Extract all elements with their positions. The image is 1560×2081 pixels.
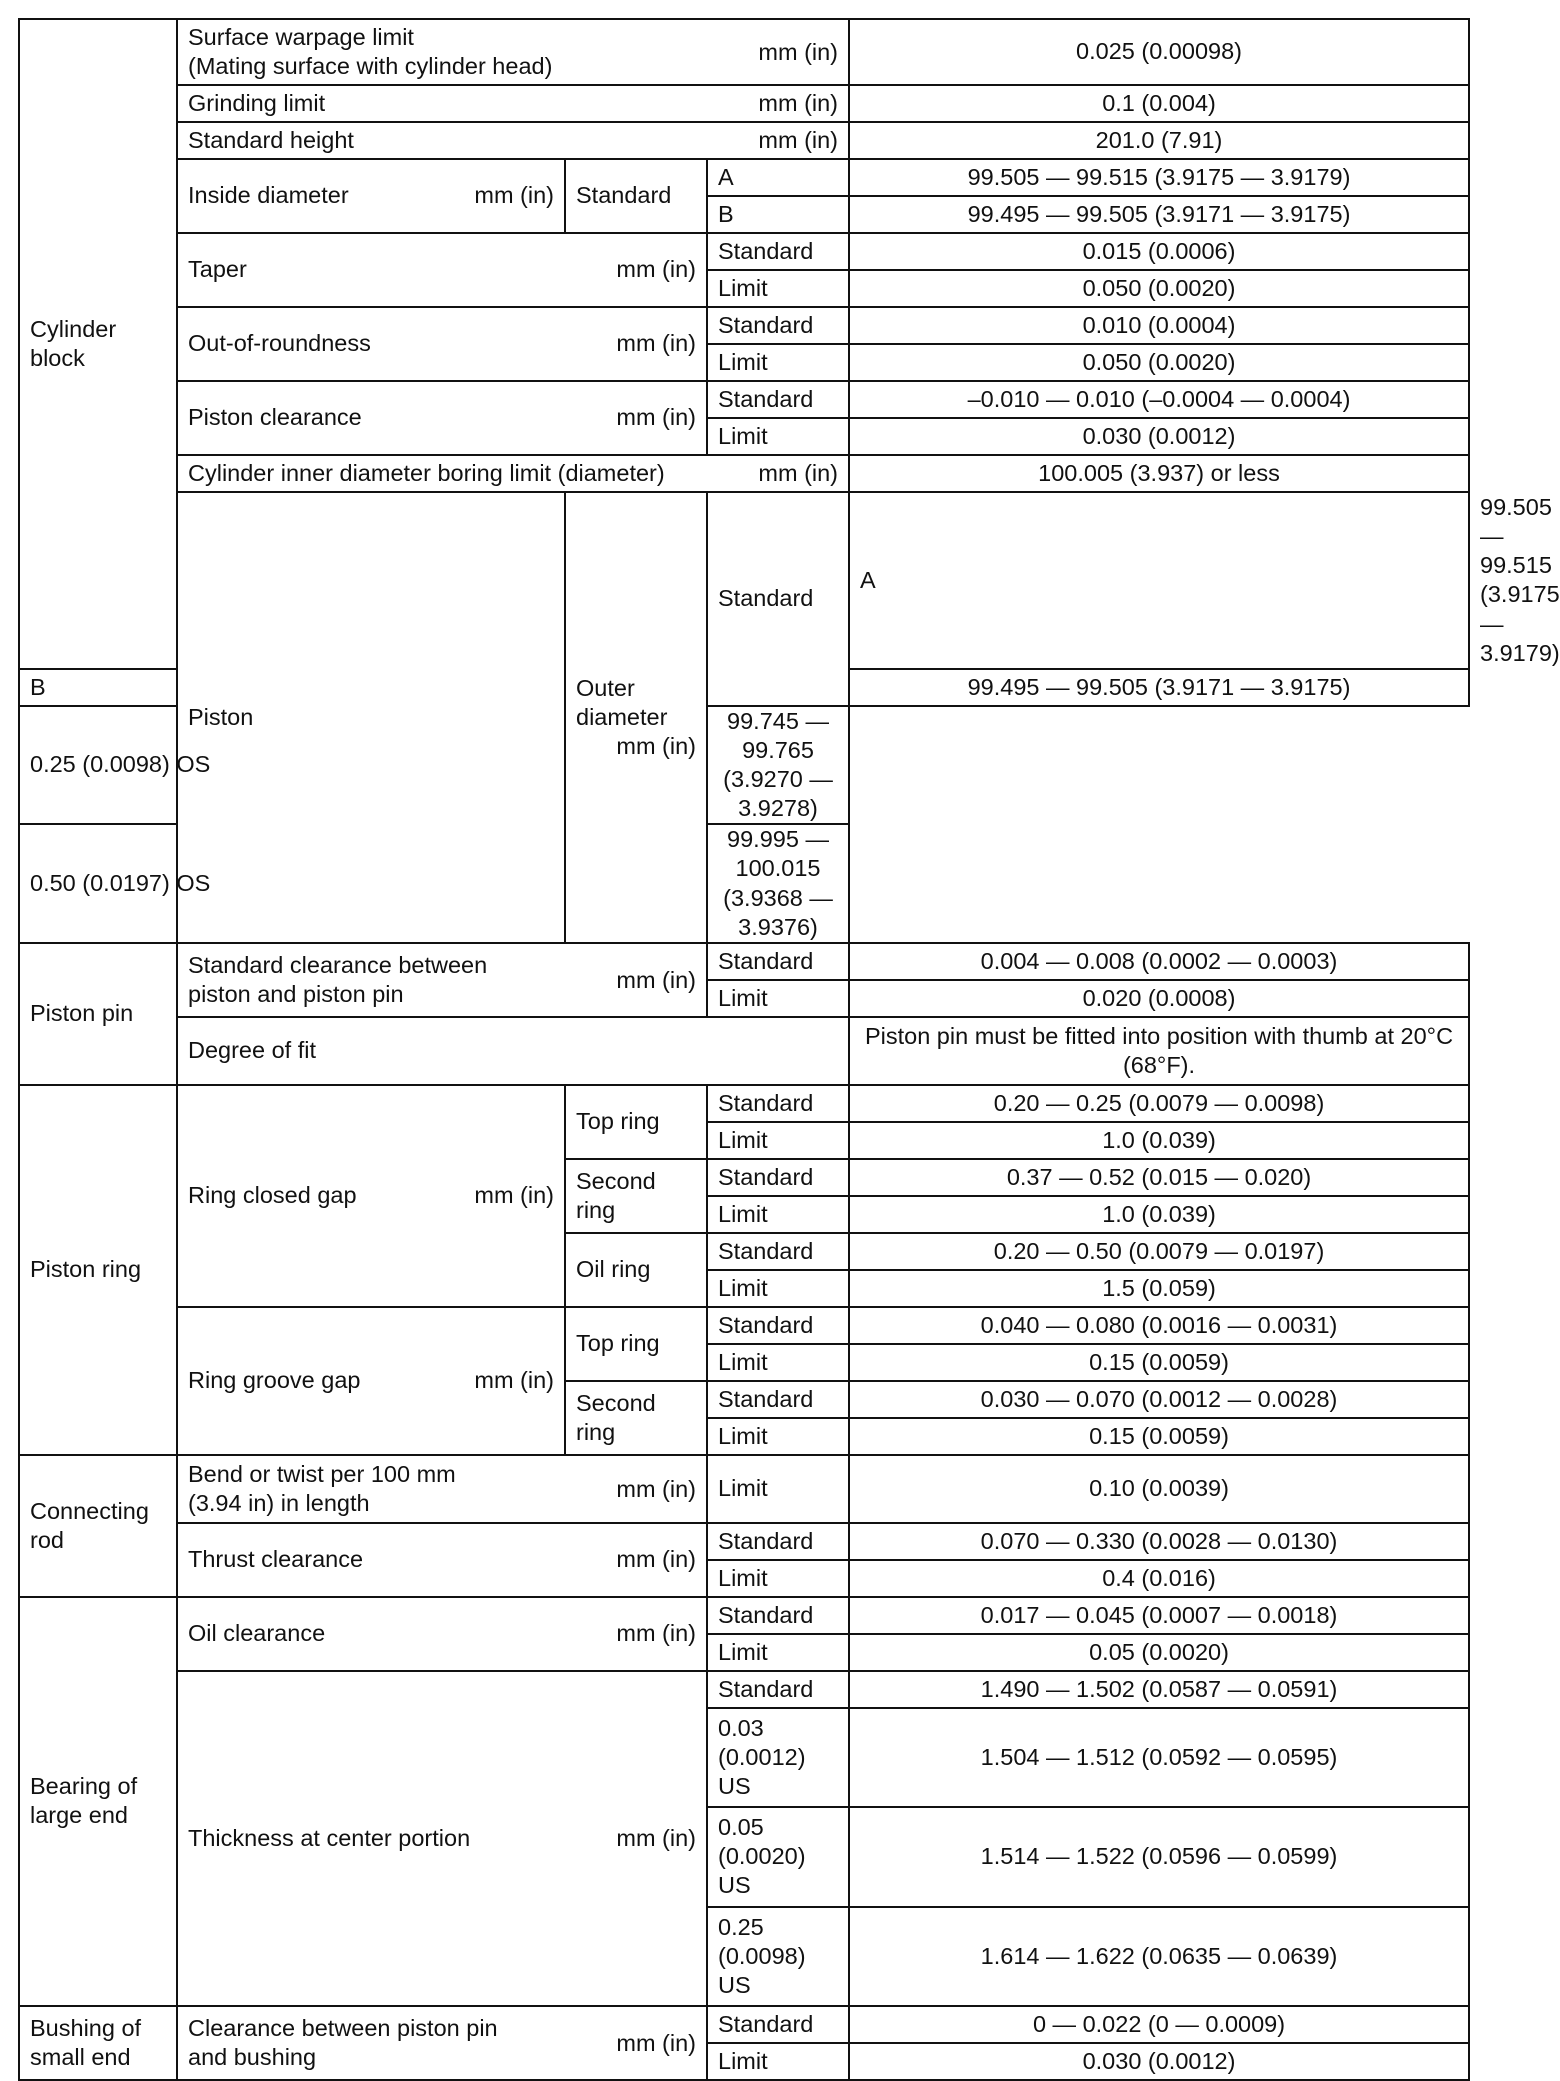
unit: mm (in) <box>616 1475 696 1502</box>
inside-diameter-a-value: 99.505 — 99.515 (3.9175 — 3.9179) <box>849 159 1469 196</box>
bend-twist-limit: Limit <box>707 1455 849 1523</box>
groove-gap-second-limit: Limit <box>707 1418 849 1455</box>
inside-diameter-grade: Standard <box>565 159 707 233</box>
pin-clearance-line2: piston and piston pin <box>188 980 404 1007</box>
pin-clearance-limit: Limit <box>707 980 849 1017</box>
closed-gap-top-standard-value: 0.20 — 0.25 (0.0079 — 0.0098) <box>849 1085 1469 1122</box>
closed-gap-oil-standard-value: 0.20 — 0.50 (0.0079 — 0.0197) <box>849 1233 1469 1270</box>
thickness-standard: Standard <box>707 1671 849 1708</box>
group-piston: Piston <box>177 492 565 943</box>
oil-clearance-limit: Limit <box>707 1634 849 1671</box>
pin-clearance-standard: Standard <box>707 943 849 980</box>
bend-twist-label <box>177 1455 707 1523</box>
thickness-us005: 0.05 (0.0020) US <box>707 1807 849 1906</box>
boring-limit-value: 100.005 (3.937) or less <box>849 455 1469 492</box>
grinding-limit-text: Grinding limit <box>188 89 326 116</box>
bushing-clearance-limit: Limit <box>707 2043 849 2080</box>
inside-diameter-label <box>177 159 565 233</box>
unit: mm (in) <box>616 1620 696 1647</box>
closed-gap-oil-limit-value: 1.5 (0.059) <box>849 1270 1469 1307</box>
thickness-standard-value: 1.490 — 1.502 (0.0587 — 0.0591) <box>849 1671 1469 1708</box>
pin-clearance-standard-value: 0.004 — 0.008 (0.0002 — 0.0003) <box>849 943 1469 980</box>
unit: mm (in) <box>758 38 839 65</box>
degree-of-fit-label: Degree of fit <box>177 1017 849 1085</box>
group-piston-pin: Piston pin <box>19 943 177 1085</box>
closed-gap-top-limit: Limit <box>707 1122 849 1159</box>
oil-clearance-limit-value: 0.05 (0.0020) <box>849 1634 1469 1671</box>
unit: mm (in) <box>758 459 839 486</box>
unit: mm (in) <box>616 1546 696 1573</box>
unit: mm (in) <box>616 330 696 357</box>
surface-warpage-value: 0.025 (0.00098) <box>849 19 1469 85</box>
outer-diameter-b: B <box>19 669 177 706</box>
out-of-roundness-limit: Limit <box>707 344 849 381</box>
closed-gap-text: Ring closed gap <box>188 1182 357 1209</box>
groove-gap-text: Ring groove gap <box>188 1367 361 1394</box>
engine-spec-table: Cylinder block Surface warpage limit (Mating surface with cylinder head) mm (in) 0.025 (0.00098) Grinding limit mm (in) 0.1 (0.004) Standard height mm (in) 201.0 (7.91) Inside diameter mm (in) Standard A 99.505 — 99.515 (3.9175 — 3.9179) B 99.495 — 99.505 (3.9171 — 3.9175) Taper mm (in) Standard 0.015 (0.0006) Limit 0.050 (0.0020) Out-of-roundness mm (in) Standard 0.010 (0.0004) Limit 0.050 (0.0020) Piston clearance mm (in) Standard –0.010 — 0.010 (–0.0004 — 0.0004) Limit 0.030 (0.0012) Cylinder inner diameter boring limit (diameter) mm (in) 100.005 (3.937) or less Piston Outer diameter mm (in) Standard A 99.505 — 99.515 (3.9175 — 3.9179) B 99.495 — 99.505 (3.9171 — 3.9175) 0.25 (0.0098) OS 99.745 — 99.765 (3.9270 — 3.9278) 0.50 (0.0197) OS 99.995 — 100.015 (3.9368 — 3.9376) Piston pin Standard clearance between piston and piston pin mm (in) Standard 0.004 — 0.008 (0.0002 — 0.0003) Limit 0.020 (0.0008) Degree of fit Piston pin must be fitted into position with thumb at 20°C (68°F). Piston ring Ring closed gap mm (in) Top ring Standard 0.20 — 0.25 (0.0079 — 0.0098) Limit 1.0 (0.039) Second ring Standard 0.37 — 0.52 (0.015 — 0.020) Limit 1.0 (0.039) Oil ring Standard 0.20 — 0.50 (0.0079 — 0.0197) Limit 1.5 (0.059) Ring groove gap mm (in) Top ring Standard 0.040 — 0.080 (0.0016 — 0.0031) Limit 0.15 (0.0059) Second ring Standard 0.030 — 0.070 (0.0012 — 0.0028) Limit 0.15 (0.0059) Connecting rod Bend or twist per 100 mm (3.94 in) in length mm (in) Limit 0.10 (0.0039) Thrust clearance mm (in) Standard 0.070 — 0.330 (0.0028 — 0.0130) Limit 0.4 (0.016) Bearing of large end Oil clearance mm (in) Standard 0.017 — 0.045 (0.0007 — 0.0018) Limit 0.05 (0.0020) Thickness at center portion mm (in) Standard 1.490 — 1.502 (0.0587 — 0.0591) 0.03 (0.0012) US 1.504 — 1.512 (0.0592 — 0.0595) 0.05 (0.0020) US 1.514 — 1.522 (0.0596 — 0.0599) 0.25 (0.0098) US 1.614 — 1.622 (0.0635 — 0.0639) Bushing of small end Clearance between piston pin and bushing mm (in) Standard 0 — 0.022 (0 — 0.0009) Limit 0.030 (0.0012) <box>18 18 1470 2081</box>
bushing-clearance-standard: Standard <box>707 2006 849 2043</box>
thrust-clearance-standard-value: 0.070 — 0.330 (0.0028 — 0.0130) <box>849 1523 1469 1560</box>
taper-label <box>177 233 707 307</box>
pin-clearance-limit-value: 0.020 (0.0008) <box>849 980 1469 1017</box>
thrust-clearance-text: Thrust clearance <box>188 1546 364 1573</box>
thickness-text: Thickness at center portion <box>188 1824 471 1851</box>
piston-clearance-limit-value: 0.030 (0.0012) <box>849 418 1469 455</box>
bend-twist-line2: (3.94 in) in length <box>188 1489 370 1516</box>
surface-warpage-label <box>177 19 849 85</box>
oil-clearance-standard: Standard <box>707 1597 849 1634</box>
bend-twist-limit-value: 0.10 (0.0039) <box>849 1455 1469 1523</box>
unit: mm (in) <box>616 256 696 283</box>
closed-gap-top-standard: Standard <box>707 1085 849 1122</box>
outer-diameter-b-value: 99.495 — 99.505 (3.9171 — 3.9175) <box>849 669 1469 706</box>
bend-twist-line1: Bend or twist per 100 mm <box>188 1460 456 1487</box>
pin-clearance-line1: Standard clearance between <box>188 951 488 978</box>
groove-gap-second-standard: Standard <box>707 1381 849 1418</box>
groove-gap-second-limit-value: 0.15 (0.0059) <box>849 1418 1469 1455</box>
group-connecting-rod: Connecting rod <box>19 1455 177 1597</box>
group-bearing-large-end: Bearing of large end <box>19 1597 177 2006</box>
oil-clearance-label <box>177 1597 707 1671</box>
thickness-us003: 0.03 (0.0012) US <box>707 1708 849 1807</box>
bushing-clearance-label <box>177 2006 707 2080</box>
unit: mm (in) <box>758 89 839 116</box>
thrust-clearance-limit-value: 0.4 (0.016) <box>849 1560 1469 1597</box>
thrust-clearance-standard: Standard <box>707 1523 849 1560</box>
thickness-us025: 0.25 (0.0098) US <box>707 1907 849 2006</box>
unit: mm (in) <box>474 1182 554 1209</box>
outer-diameter-label <box>565 492 707 943</box>
closed-gap-top-limit-value: 1.0 (0.039) <box>849 1122 1469 1159</box>
out-of-roundness-standard: Standard <box>707 307 849 344</box>
outer-diameter-os25: 0.25 (0.0098) OS <box>19 706 565 825</box>
oil-clearance-text: Oil clearance <box>188 1620 326 1647</box>
thickness-us005-value: 1.514 — 1.522 (0.0596 — 0.0599) <box>849 1807 1469 1906</box>
outer-diameter-os25-value: 99.745 — 99.765 (3.9270 — 3.9278) <box>707 706 849 825</box>
standard-height-label <box>177 122 849 159</box>
boring-limit-text: Cylinder inner diameter boring limit (diameter) <box>188 459 665 486</box>
outer-diameter-a: A <box>849 492 1469 669</box>
closed-gap-top-ring: Top ring <box>565 1085 707 1159</box>
taper-text: Taper <box>188 256 247 283</box>
unit: mm (in) <box>474 182 554 209</box>
groove-gap-second-standard-value: 0.030 — 0.070 (0.0012 — 0.0028) <box>849 1381 1469 1418</box>
out-of-roundness-standard-value: 0.010 (0.0004) <box>849 307 1469 344</box>
thrust-clearance-limit: Limit <box>707 1560 849 1597</box>
closed-gap-oil-standard: Standard <box>707 1233 849 1270</box>
degree-of-fit-value: Piston pin must be fitted into position with thumb at 20°C (68°F). <box>849 1017 1469 1085</box>
thickness-us025-value: 1.614 — 1.622 (0.0635 — 0.0639) <box>849 1907 1469 2006</box>
bushing-clearance-standard-value: 0 — 0.022 (0 — 0.0009) <box>849 2006 1469 2043</box>
outer-diameter-os50: 0.50 (0.0197) OS <box>19 824 565 943</box>
thickness-us003-value: 1.504 — 1.512 (0.0592 — 0.0595) <box>849 1708 1469 1807</box>
groove-gap-second-ring: Second ring <box>565 1381 707 1455</box>
boring-limit-label <box>177 455 849 492</box>
taper-limit-value: 0.050 (0.0020) <box>849 270 1469 307</box>
unit: mm (in) <box>474 1367 554 1394</box>
closed-gap-second-standard-value: 0.37 — 0.52 (0.015 — 0.020) <box>849 1159 1469 1196</box>
piston-clearance-limit: Limit <box>707 418 849 455</box>
groove-gap-label <box>177 1307 565 1455</box>
closed-gap-second-limit: Limit <box>707 1196 849 1233</box>
taper-standard: Standard <box>707 233 849 270</box>
inside-diameter-text: Inside diameter <box>188 182 349 209</box>
inside-diameter-a: A <box>707 159 849 196</box>
closed-gap-second-standard: Standard <box>707 1159 849 1196</box>
out-of-roundness-limit-value: 0.050 (0.0020) <box>849 344 1469 381</box>
unit: mm (in) <box>616 404 696 431</box>
bushing-clearance-line1: Clearance between piston pin <box>188 2014 498 2041</box>
group-piston-ring: Piston ring <box>19 1085 177 1455</box>
out-of-roundness-text: Out-of-roundness <box>188 330 371 357</box>
grinding-limit-label <box>177 85 849 122</box>
groove-gap-top-standard-value: 0.040 — 0.080 (0.0016 — 0.0031) <box>849 1307 1469 1344</box>
groove-gap-top-limit-value: 0.15 (0.0059) <box>849 1344 1469 1381</box>
group-cylinder-block: Cylinder block <box>19 19 177 669</box>
group-bushing-small-end: Bushing of small end <box>19 2006 177 2080</box>
groove-gap-top-ring: Top ring <box>565 1307 707 1381</box>
out-of-roundness-label <box>177 307 707 381</box>
oil-clearance-standard-value: 0.017 — 0.045 (0.0007 — 0.0018) <box>849 1597 1469 1634</box>
groove-gap-top-standard: Standard <box>707 1307 849 1344</box>
grinding-limit-value: 0.1 (0.004) <box>849 85 1469 122</box>
inside-diameter-b-value: 99.495 — 99.505 (3.9171 — 3.9175) <box>849 196 1469 233</box>
inside-diameter-b: B <box>707 196 849 233</box>
closed-gap-oil-ring: Oil ring <box>565 1233 707 1307</box>
thrust-clearance-label <box>177 1523 707 1597</box>
outer-diameter-os50-value: 99.995 — 100.015 (3.9368 — 3.9376) <box>707 824 849 943</box>
outer-diameter-grade: Standard <box>707 492 849 706</box>
taper-standard-value: 0.015 (0.0006) <box>849 233 1469 270</box>
thickness-label <box>177 1671 707 2006</box>
closed-gap-oil-limit: Limit <box>707 1270 849 1307</box>
piston-clearance-standard-value: –0.010 — 0.010 (–0.0004 — 0.0004) <box>849 381 1469 418</box>
taper-limit: Limit <box>707 270 849 307</box>
groove-gap-top-limit: Limit <box>707 1344 849 1381</box>
surface-warpage-text: Surface warpage limit <box>188 23 414 50</box>
closed-gap-label <box>177 1085 565 1307</box>
bushing-clearance-limit-value: 0.030 (0.0012) <box>849 2043 1469 2080</box>
unit: mm (in) <box>758 126 839 153</box>
unit: mm (in) <box>616 2029 696 2056</box>
bushing-clearance-line2: and bushing <box>188 2043 317 2070</box>
pin-clearance-label <box>177 943 707 1017</box>
standard-height-value: 201.0 (7.91) <box>849 122 1469 159</box>
unit: mm (in) <box>616 966 696 993</box>
unit: mm (in) <box>616 1824 696 1851</box>
unit: mm (in) <box>616 732 696 759</box>
surface-warpage-sub: (Mating surface with cylinder head) <box>188 53 553 79</box>
piston-clearance-label <box>177 381 707 455</box>
standard-height-text: Standard height <box>188 126 354 153</box>
closed-gap-second-ring: Second ring <box>565 1159 707 1233</box>
closed-gap-second-limit-value: 1.0 (0.039) <box>849 1196 1469 1233</box>
piston-clearance-standard: Standard <box>707 381 849 418</box>
outer-diameter-text: Outer diameter <box>576 674 668 730</box>
piston-clearance-text: Piston clearance <box>188 404 362 431</box>
